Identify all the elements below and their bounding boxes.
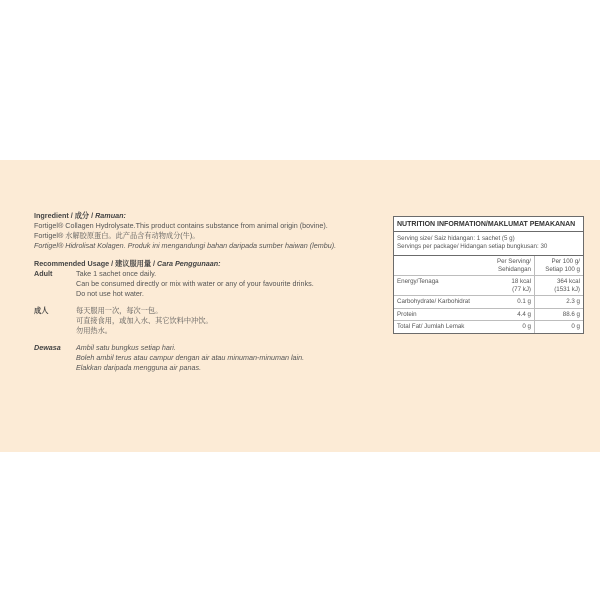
nutrition-title: NUTRITION INFORMATION/MAKLUMAT PEMAKANAN bbox=[394, 217, 583, 232]
ingredient-line-en: Fortigel® Collagen Hydrolysate.This product contains substance from animal origin (bovine). bbox=[34, 221, 328, 230]
nutrition-row bbox=[394, 276, 583, 296]
usage-adult-line: Take 1 sachet once daily. bbox=[76, 269, 157, 278]
per-serving-value: 0 g bbox=[522, 323, 531, 330]
per-serving-value: 18 kcal (77 kJ) bbox=[486, 276, 535, 296]
nutrition-row bbox=[394, 296, 583, 309]
per-serving-header: Per Serving/ Sehidangan bbox=[486, 256, 535, 276]
ingredient-line-zh: Fortigel® 水解胶原蛋白。此产品含有动物成分(牛)。 bbox=[34, 231, 200, 240]
nutrition-information-table bbox=[393, 216, 584, 334]
usage-heading-zh: / 建议服用量 / bbox=[109, 259, 158, 268]
nutrient-name: Total Fat/ Jumlah Lemak bbox=[397, 323, 465, 330]
nutrient-name: Energy/Tenaga bbox=[394, 276, 486, 296]
usage-zh-line: 勿用热水。 bbox=[76, 326, 112, 335]
per-100g-value: 2.3 g bbox=[535, 296, 584, 309]
ingredient-heading bbox=[34, 211, 364, 221]
usage-adult-text bbox=[76, 269, 364, 299]
usage-zh-label: 成人 bbox=[34, 306, 49, 315]
usage-ms-line: Boleh ambil terus atau campur dengan air atau minuman-minuman lain. bbox=[76, 353, 305, 362]
ingredients-usage-section bbox=[34, 211, 364, 380]
per-100g-value: 88.6 g bbox=[535, 308, 584, 321]
usage-heading bbox=[34, 259, 364, 269]
nutrient-header-cell bbox=[394, 256, 486, 276]
usage-adult-label: Adult bbox=[34, 269, 53, 278]
nutrient-name: Carbohydrate/ Karbohidrat bbox=[394, 296, 486, 309]
per-serving-value: 4.4 g bbox=[486, 308, 535, 321]
usage-heading-en: Recommended Usage bbox=[34, 259, 110, 268]
nutrient-name: Protein bbox=[394, 308, 486, 321]
usage-heading-ms: Cara Penggunaan: bbox=[157, 259, 221, 268]
usage-adult-line: Can be consumed directly or mix with water or any of your favourite drinks. bbox=[76, 279, 314, 288]
nutrition-row bbox=[394, 321, 583, 333]
product-info-panel bbox=[0, 160, 600, 452]
usage-ms-line: Elakkan daripada mengguna air panas. bbox=[76, 363, 202, 372]
usage-zh-text bbox=[76, 306, 364, 336]
usage-adult-line: Do not use hot water. bbox=[76, 289, 144, 298]
usage-zh-line: 每天服用一次，每次一包。 bbox=[76, 306, 163, 315]
usage-list bbox=[34, 269, 364, 380]
nutrition-row bbox=[394, 308, 583, 321]
ingredient-heading-zh: / 成分 / bbox=[68, 211, 96, 220]
ingredient-heading-ms: Ramuan: bbox=[95, 211, 126, 220]
ingredient-heading-en: Ingredient bbox=[34, 211, 69, 220]
usage-ms-text bbox=[76, 343, 364, 373]
usage-ms-line: Ambil satu bungkus setiap hari. bbox=[76, 343, 176, 352]
serving-size: Serving size/ Saiz hidangan: 1 sachet (5 g) bbox=[397, 235, 515, 242]
usage-ms-label: Dewasa bbox=[34, 343, 61, 352]
per-100g-value: 364 kcal (1531 kJ) bbox=[535, 276, 584, 296]
per-serving-value: 0.1 g bbox=[486, 296, 535, 309]
nutrition-header-row bbox=[394, 256, 583, 276]
per-100g-value: 0 g bbox=[535, 321, 584, 333]
ingredient-line-ms: Fortigel® Hidrolisat Kolagen. Produk ini mengandungi bahan daripada sumber haiwan (lembu). bbox=[34, 241, 337, 250]
nutrition-values bbox=[394, 256, 583, 333]
servings-per-package: Servings per package/ Hidangan setiap bungkusan: 30 bbox=[397, 243, 548, 250]
per-100g-header: Per 100 g/ Setiap 100 g bbox=[535, 256, 584, 276]
nutrition-serving-info bbox=[394, 232, 583, 256]
usage-zh-line: 可直接食用，或加入水、其它饮料中冲饮。 bbox=[76, 316, 213, 325]
